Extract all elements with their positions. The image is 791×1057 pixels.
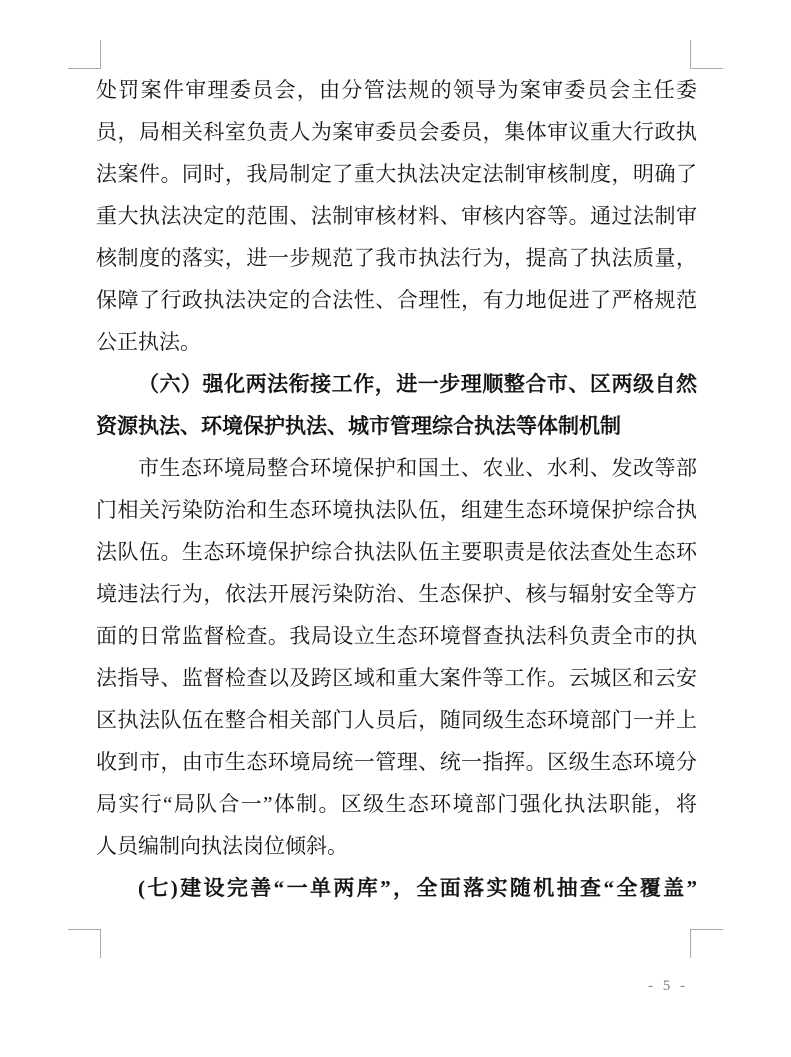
crop-mark-bottom-right-icon xyxy=(690,929,723,958)
text-line: 门相关污染防治和生态环境执法队伍，组建生态环境保护综合执 xyxy=(96,498,697,522)
text-line: 法案件。同时，我局制定了重大执法决定法制审核制度，明确了 xyxy=(96,162,697,186)
text-line: 公正执法。 xyxy=(96,330,201,354)
text-block xyxy=(96,69,697,909)
text-line: 人员编制向执法岗位倾斜。 xyxy=(96,834,348,858)
text-line: 境违法行为，依法开展污染防治、生态保护、核与辐射安全等方 xyxy=(96,582,697,606)
text-line: 法队伍。生态环境保护综合执法队伍主要职责是依法查处生态环 xyxy=(96,540,697,564)
crop-mark-bottom-left-icon xyxy=(68,929,101,958)
text-line: 处罚案件审理委员会，由分管法规的领导为案审委员会主任委 xyxy=(96,78,697,102)
text-line: 收到市，由市生态环境局统一管理、统一指挥。区级生态环境分 xyxy=(96,750,697,774)
heading-line: （六）强化两法衔接工作，进一步理顺整合市、区两级自然 xyxy=(138,372,697,396)
text-line: 法指导、监督检查以及跨区域和重大案件等工作。云城区和云安 xyxy=(96,666,697,690)
text-line: 保障了行政执法决定的合法性、合理性，有力地促进了严格规范 xyxy=(96,288,697,312)
text-line: 市生态环境局整合环境保护和国土、农业、水利、发改等部 xyxy=(138,456,697,480)
text-line: 区执法队伍在整合相关部门人员后，随同级生态环境部门一并上 xyxy=(96,708,697,732)
crop-mark-top-left-icon xyxy=(68,40,101,69)
text-line: 员，局相关科室负责人为案审委员会委员，集体审议重大行政执 xyxy=(96,120,697,144)
heading-line: (七)建设完善“一单两库”，全面落实随机抽查“全覆盖” xyxy=(138,876,697,900)
page-number: - 5 - xyxy=(648,978,688,994)
text-line: 面的日常监督检查。我局设立生态环境督查执法科负责全市的执 xyxy=(96,624,697,648)
text-line: 重大执法决定的范围、法制审核材料、审核内容等。通过法制审 xyxy=(96,204,697,228)
text-line: 局实行“局队合一”体制。区级生态环境部门强化执法职能，将 xyxy=(96,792,697,816)
text-line: 核制度的落实，进一步规范了我市执法行为，提高了执法质量， xyxy=(96,246,697,270)
heading-line: 资源执法、环境保护执法、城市管理综合执法等体制机制 xyxy=(96,414,621,438)
crop-mark-top-right-icon xyxy=(690,40,723,69)
